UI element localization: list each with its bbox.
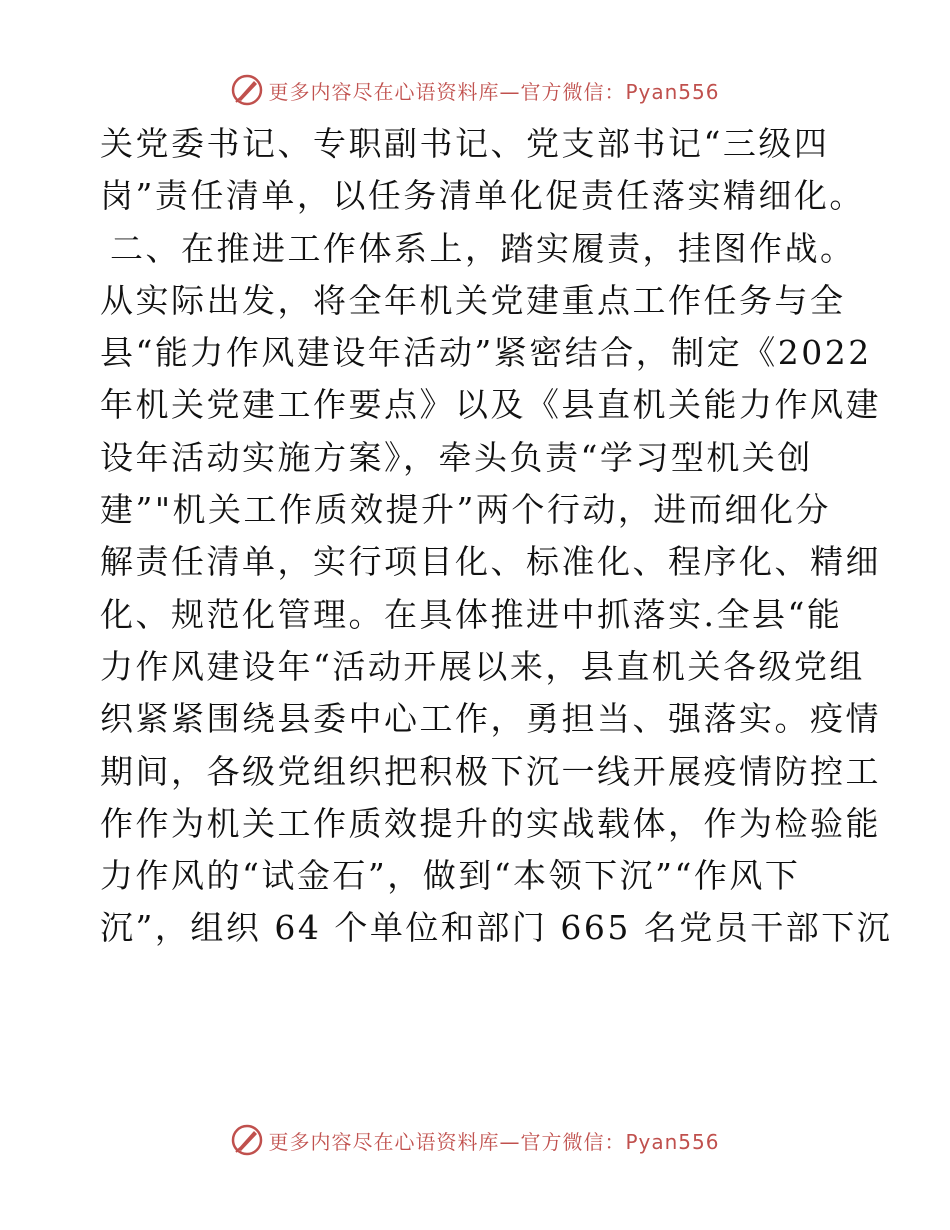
- body-line: 力作风建设年“活动开展以来，县直机关各级党组: [100, 646, 865, 686]
- body-line: 化、规范化管理。在具体推进中抓落实.全县“能: [100, 594, 843, 634]
- body-line: 从实际出发，将全年机关党建重点工作任务与全: [100, 280, 846, 320]
- body-line: 作作为机关工作质效提升的实战载体，作为检验能: [100, 803, 881, 843]
- body-line: 解责任清单，实行项目化、标准化、程序化、精细: [100, 542, 881, 582]
- section-heading: 二、在推进工作体系上，踏实履责，挂图作战。: [110, 228, 856, 268]
- footer-watermark: [0, 1120, 950, 1160]
- body-line: 关党委书记、专职副书记、党支部书记“三级四: [100, 124, 830, 163]
- body-line: 建”"机关工作质效提升”两个行动，进而细化分: [100, 490, 831, 530]
- body-line: 设年活动实施方案》，牵头负责“学习型机关创: [100, 437, 813, 477]
- body-line: 年机关党建工作要点》以及《县直机关能力作风建: [100, 385, 881, 425]
- watermark-text: 更多内容尽在心语资料库—官方微信：Pyan556: [268, 1129, 720, 1154]
- watermark-text: 更多内容尽在心语资料库—官方微信：Pyan556: [268, 79, 720, 104]
- quill-pen-logo-icon: [230, 1123, 264, 1157]
- header-watermark: [0, 70, 950, 110]
- quill-pen-logo-icon: [230, 73, 264, 107]
- document-body: [100, 118, 893, 955]
- body-line: 岗”责任清单，以任务清单化促责任落实精细化。: [100, 176, 865, 216]
- body-line: 力作风的“试金石”，做到“本领下沉”“作风下: [100, 856, 801, 896]
- body-line: 县“能力作风建设年活动”紧密结合，制定《2022: [100, 333, 872, 373]
- body-line: 沉”，组织 64 个单位和部门 665 名党员干部下沉: [100, 908, 893, 948]
- body-line: 织紧紧围绕县委中心工作，勇担当、强落实。疫情: [100, 699, 881, 739]
- body-line: 期间，各级党组织把积极下沉一线开展疫情防控工: [100, 751, 881, 791]
